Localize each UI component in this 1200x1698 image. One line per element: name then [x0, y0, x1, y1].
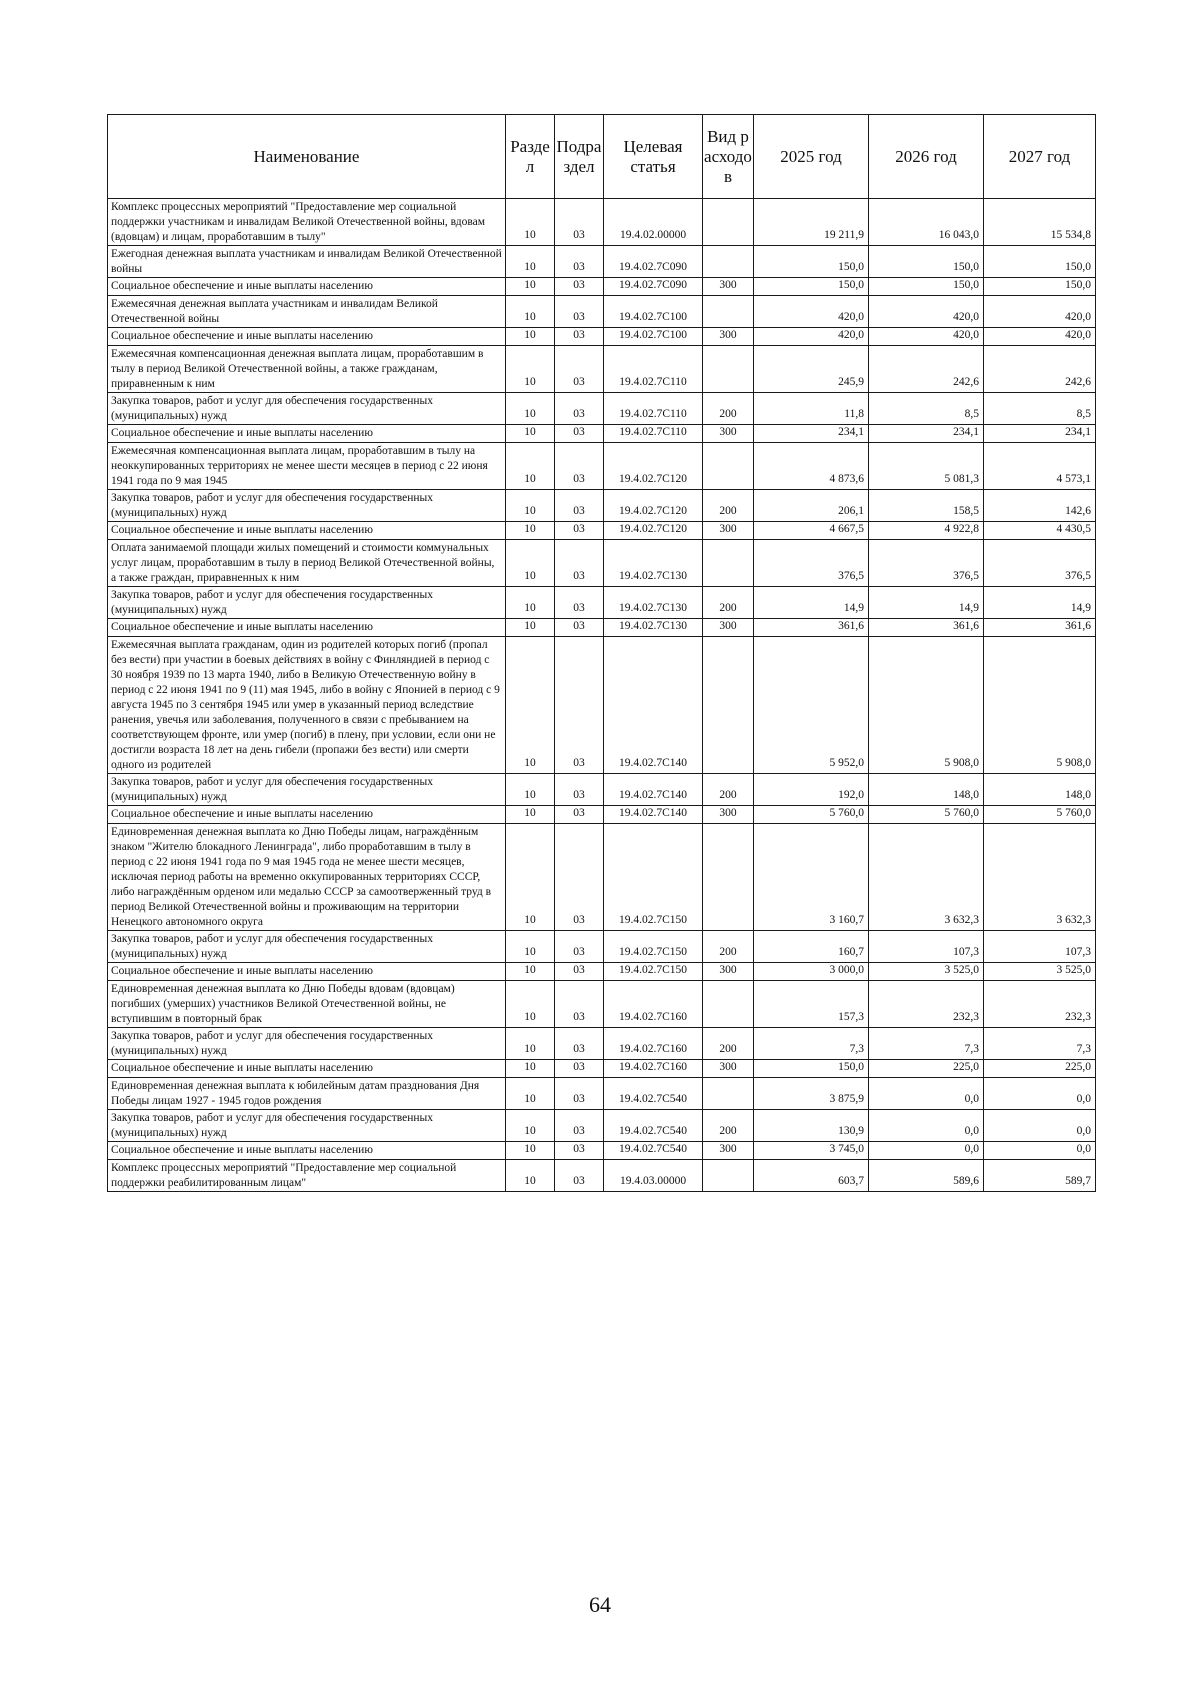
cell-expense-kind: [703, 246, 754, 278]
cell-expense-kind: 300: [703, 1142, 754, 1160]
cell-section: 10: [506, 774, 555, 806]
cell-amount-2025: 361,6: [754, 619, 869, 637]
header-section: Раздел: [506, 115, 555, 199]
table-row: [108, 806, 1096, 824]
cell-amount-2025: 420,0: [754, 296, 869, 328]
cell-subsection: 03: [555, 1078, 604, 1110]
cell-amount-2025: 3 745,0: [754, 1142, 869, 1160]
table-row: [108, 328, 1096, 346]
cell-target-article: 19.4.02.7С130: [604, 619, 703, 637]
table-row: [108, 393, 1096, 425]
cell-amount-2027: 361,6: [984, 619, 1096, 637]
cell-amount-2027: 5 760,0: [984, 806, 1096, 824]
table-row: [108, 443, 1096, 490]
table-header: [108, 115, 1096, 199]
cell-amount-2025: 3 875,9: [754, 1078, 869, 1110]
cell-subsection: 03: [555, 296, 604, 328]
cell-amount-2025: 234,1: [754, 425, 869, 443]
cell-amount-2025: 5 760,0: [754, 806, 869, 824]
cell-target-article: 19.4.02.7С120: [604, 490, 703, 522]
header-expense-kind: Вид расходов: [703, 115, 754, 199]
cell-amount-2027: 420,0: [984, 296, 1096, 328]
cell-amount-2027: 7,3: [984, 1028, 1096, 1060]
cell-name: Комплекс процессных мероприятий "Предоставление мер социальной поддержки участникам и инвалидам Великой Отечественной войны, вдовам (вдовцам) и лицам, проработавшим в тылу": [108, 199, 506, 246]
cell-target-article: 19.4.02.7С100: [604, 328, 703, 346]
cell-expense-kind: 300: [703, 328, 754, 346]
cell-name: Социальное обеспечение и иные выплаты населению: [108, 328, 506, 346]
cell-expense-kind: 300: [703, 278, 754, 296]
cell-target-article: 19.4.02.7С120: [604, 443, 703, 490]
cell-amount-2025: 130,9: [754, 1110, 869, 1142]
cell-name: Единовременная денежная выплата к юбилейным датам празднования Дня Победы лицам 1927 - 1945 годов рождения: [108, 1078, 506, 1110]
cell-amount-2025: 7,3: [754, 1028, 869, 1060]
cell-name: Социальное обеспечение и иные выплаты населению: [108, 1060, 506, 1078]
cell-subsection: 03: [555, 540, 604, 587]
cell-amount-2026: 232,3: [869, 981, 984, 1028]
cell-section: 10: [506, 199, 555, 246]
cell-expense-kind: [703, 443, 754, 490]
cell-amount-2026: 148,0: [869, 774, 984, 806]
table-row: [108, 1160, 1096, 1192]
cell-name: Закупка товаров, работ и услуг для обеспечения государственных (муниципальных) нужд: [108, 587, 506, 619]
cell-amount-2026: 107,3: [869, 931, 984, 963]
cell-expense-kind: 200: [703, 1110, 754, 1142]
cell-amount-2026: 420,0: [869, 328, 984, 346]
cell-expense-kind: [703, 824, 754, 931]
cell-name: Комплекс процессных мероприятий "Предоставление мер социальной поддержки реабилитированным лицам": [108, 1160, 506, 1192]
cell-subsection: 03: [555, 931, 604, 963]
cell-name: Ежегодная денежная выплата участникам и инвалидам Великой Отечественной войны: [108, 246, 506, 278]
cell-subsection: 03: [555, 328, 604, 346]
cell-amount-2027: 150,0: [984, 278, 1096, 296]
cell-target-article: 19.4.02.7С120: [604, 522, 703, 540]
cell-amount-2026: 420,0: [869, 296, 984, 328]
cell-expense-kind: 300: [703, 425, 754, 443]
cell-expense-kind: [703, 637, 754, 774]
cell-section: 10: [506, 425, 555, 443]
cell-amount-2027: 8,5: [984, 393, 1096, 425]
table-row: [108, 824, 1096, 931]
cell-name: Социальное обеспечение и иные выплаты населению: [108, 806, 506, 824]
cell-amount-2025: 150,0: [754, 1060, 869, 1078]
cell-target-article: 19.4.02.7С110: [604, 346, 703, 393]
header-year-2025: 2025 год: [754, 115, 869, 199]
cell-expense-kind: [703, 346, 754, 393]
cell-target-article: 19.4.02.7С150: [604, 963, 703, 981]
cell-amount-2025: 3 000,0: [754, 963, 869, 981]
table-row: [108, 540, 1096, 587]
cell-section: 10: [506, 393, 555, 425]
cell-section: 10: [506, 540, 555, 587]
cell-section: 10: [506, 1060, 555, 1078]
cell-amount-2026: 3 632,3: [869, 824, 984, 931]
cell-name: Социальное обеспечение и иные выплаты населению: [108, 619, 506, 637]
table-row: [108, 587, 1096, 619]
cell-subsection: 03: [555, 490, 604, 522]
cell-amount-2026: 225,0: [869, 1060, 984, 1078]
cell-section: 10: [506, 443, 555, 490]
table-row: [108, 246, 1096, 278]
cell-subsection: 03: [555, 393, 604, 425]
cell-section: 10: [506, 963, 555, 981]
cell-amount-2026: 8,5: [869, 393, 984, 425]
cell-amount-2025: 157,3: [754, 981, 869, 1028]
cell-subsection: 03: [555, 346, 604, 393]
cell-section: 10: [506, 1078, 555, 1110]
cell-name: Социальное обеспечение и иные выплаты населению: [108, 278, 506, 296]
cell-expense-kind: [703, 296, 754, 328]
cell-amount-2027: 234,1: [984, 425, 1096, 443]
budget-table: [107, 114, 1096, 1192]
table-row: [108, 774, 1096, 806]
cell-subsection: 03: [555, 425, 604, 443]
table-row: [108, 931, 1096, 963]
cell-name: Закупка товаров, работ и услуг для обеспечения государственных (муниципальных) нужд: [108, 490, 506, 522]
cell-target-article: 19.4.02.7С110: [604, 425, 703, 443]
cell-target-article: 19.4.02.7С100: [604, 296, 703, 328]
cell-target-article: 19.4.02.7С090: [604, 246, 703, 278]
cell-amount-2025: 150,0: [754, 246, 869, 278]
cell-name: Закупка товаров, работ и услуг для обеспечения государственных (муниципальных) нужд: [108, 931, 506, 963]
cell-amount-2027: 0,0: [984, 1078, 1096, 1110]
cell-target-article: 19.4.02.7С150: [604, 931, 703, 963]
cell-amount-2025: 420,0: [754, 328, 869, 346]
table-body: [108, 199, 1096, 1192]
cell-subsection: 03: [555, 824, 604, 931]
cell-amount-2027: 232,3: [984, 981, 1096, 1028]
cell-amount-2027: 14,9: [984, 587, 1096, 619]
cell-expense-kind: 200: [703, 587, 754, 619]
cell-section: 10: [506, 1110, 555, 1142]
cell-name: Ежемесячная выплата гражданам, один из родителей которых погиб (пропал без вести) при участии в боевых действиях в войну с Финляндией в период с 30 ноября 1939 по 13 марта 1940, либо в Великую Отечественную войну в период с 22 июня 1941 по 9 (11) мая 1945, либо в войну с Японией в период с 9 августа 1945 по 3 сентября 1945 или умер в указанный период вследствие ранения, увечья или заболевания, полученного в связи с пребыванием на соответствующем фронте, или умер (погиб) в плену, при условии, если они не достигли возраста 18 лет на день гибели (пропажи без вести) или смерти одного из родителей: [108, 637, 506, 774]
cell-target-article: 19.4.02.7С150: [604, 824, 703, 931]
cell-subsection: 03: [555, 278, 604, 296]
cell-target-article: 19.4.02.7С540: [604, 1110, 703, 1142]
cell-target-article: 19.4.02.7С140: [604, 806, 703, 824]
cell-expense-kind: 300: [703, 619, 754, 637]
table-row: [108, 981, 1096, 1028]
cell-amount-2025: 14,9: [754, 587, 869, 619]
cell-subsection: 03: [555, 774, 604, 806]
cell-amount-2026: 242,6: [869, 346, 984, 393]
cell-expense-kind: 300: [703, 963, 754, 981]
cell-target-article: 19.4.02.7С160: [604, 981, 703, 1028]
cell-amount-2025: 4 667,5: [754, 522, 869, 540]
cell-amount-2027: 3 632,3: [984, 824, 1096, 931]
cell-subsection: 03: [555, 522, 604, 540]
table-row: [108, 619, 1096, 637]
cell-name: Социальное обеспечение и иные выплаты населению: [108, 1142, 506, 1160]
cell-amount-2025: 4 873,6: [754, 443, 869, 490]
cell-amount-2027: 0,0: [984, 1142, 1096, 1160]
cell-amount-2026: 589,6: [869, 1160, 984, 1192]
cell-amount-2027: 242,6: [984, 346, 1096, 393]
cell-amount-2026: 5 760,0: [869, 806, 984, 824]
table-row: [108, 522, 1096, 540]
cell-section: 10: [506, 278, 555, 296]
cell-subsection: 03: [555, 981, 604, 1028]
cell-section: 10: [506, 619, 555, 637]
cell-subsection: 03: [555, 619, 604, 637]
cell-amount-2026: 16 043,0: [869, 199, 984, 246]
cell-name: Социальное обеспечение и иные выплаты населению: [108, 963, 506, 981]
cell-section: 10: [506, 637, 555, 774]
cell-subsection: 03: [555, 199, 604, 246]
cell-target-article: 19.4.02.7С130: [604, 540, 703, 587]
cell-subsection: 03: [555, 587, 604, 619]
cell-expense-kind: 200: [703, 393, 754, 425]
cell-section: 10: [506, 806, 555, 824]
cell-amount-2027: 5 908,0: [984, 637, 1096, 774]
cell-target-article: 19.4.02.7С140: [604, 774, 703, 806]
cell-section: 10: [506, 587, 555, 619]
cell-amount-2026: 234,1: [869, 425, 984, 443]
cell-section: 10: [506, 246, 555, 278]
cell-expense-kind: 200: [703, 931, 754, 963]
cell-subsection: 03: [555, 246, 604, 278]
cell-expense-kind: 200: [703, 1028, 754, 1060]
cell-amount-2025: 19 211,9: [754, 199, 869, 246]
table-row: [108, 637, 1096, 774]
cell-amount-2026: 4 922,8: [869, 522, 984, 540]
cell-section: 10: [506, 824, 555, 931]
table-row: [108, 963, 1096, 981]
cell-subsection: 03: [555, 963, 604, 981]
cell-amount-2025: 603,7: [754, 1160, 869, 1192]
table-row: [108, 490, 1096, 522]
cell-amount-2026: 3 525,0: [869, 963, 984, 981]
cell-amount-2025: 245,9: [754, 346, 869, 393]
cell-amount-2025: 11,8: [754, 393, 869, 425]
cell-amount-2027: 142,6: [984, 490, 1096, 522]
cell-amount-2025: 206,1: [754, 490, 869, 522]
cell-name: Закупка товаров, работ и услуг для обеспечения государственных (муниципальных) нужд: [108, 393, 506, 425]
cell-amount-2026: 7,3: [869, 1028, 984, 1060]
cell-section: 10: [506, 490, 555, 522]
cell-subsection: 03: [555, 1060, 604, 1078]
cell-amount-2026: 150,0: [869, 246, 984, 278]
cell-subsection: 03: [555, 1160, 604, 1192]
cell-amount-2025: 192,0: [754, 774, 869, 806]
cell-name: Единовременная денежная выплата ко Дню Победы вдовам (вдовцам) погибших (умерших) участников Великой Отечественной войны, не вступившим в повторный брак: [108, 981, 506, 1028]
cell-subsection: 03: [555, 443, 604, 490]
header-year-2027: 2027 год: [984, 115, 1096, 199]
table-row: [108, 278, 1096, 296]
cell-target-article: 19.4.02.7С140: [604, 637, 703, 774]
cell-name: Социальное обеспечение и иные выплаты населению: [108, 522, 506, 540]
cell-target-article: 19.4.02.7С110: [604, 393, 703, 425]
table-row: [108, 199, 1096, 246]
cell-name: Единовременная денежная выплата ко Дню Победы лицам, награждённым знаком "Жителю блокадного Ленинграда", либо проработавшим в тылу в период с 22 июня 1941 года по 9 мая 1945 года не менее шести месяцев, исключая период работы на временно оккупированных территориях СССР, либо награждённым орденом или медалью СССР за самоотверженный труд в период Великой Отечественной войны и проживающим на территории Ненецкого автономного округа: [108, 824, 506, 931]
cell-amount-2025: 160,7: [754, 931, 869, 963]
cell-expense-kind: 300: [703, 1060, 754, 1078]
cell-amount-2026: 158,5: [869, 490, 984, 522]
cell-expense-kind: 300: [703, 522, 754, 540]
cell-section: 10: [506, 1160, 555, 1192]
cell-section: 10: [506, 931, 555, 963]
cell-amount-2027: 4 430,5: [984, 522, 1096, 540]
cell-target-article: 19.4.02.7С540: [604, 1078, 703, 1110]
cell-amount-2026: 361,6: [869, 619, 984, 637]
cell-amount-2025: 150,0: [754, 278, 869, 296]
cell-expense-kind: 200: [703, 490, 754, 522]
header-name: Наименование: [108, 115, 506, 199]
cell-amount-2027: 4 573,1: [984, 443, 1096, 490]
cell-subsection: 03: [555, 637, 604, 774]
cell-section: 10: [506, 522, 555, 540]
cell-subsection: 03: [555, 1028, 604, 1060]
cell-amount-2027: 3 525,0: [984, 963, 1096, 981]
cell-subsection: 03: [555, 806, 604, 824]
table-row: [108, 296, 1096, 328]
table-row: [108, 425, 1096, 443]
cell-section: 10: [506, 346, 555, 393]
cell-name: Ежемесячная денежная выплата участникам и инвалидам Великой Отечественной войны: [108, 296, 506, 328]
cell-amount-2027: 107,3: [984, 931, 1096, 963]
table-row: [108, 1110, 1096, 1142]
cell-section: 10: [506, 296, 555, 328]
header-target-article: Целевая статья: [604, 115, 703, 199]
cell-amount-2025: 376,5: [754, 540, 869, 587]
cell-amount-2025: 3 160,7: [754, 824, 869, 931]
cell-name: Оплата занимаемой площади жилых помещений и стоимости коммунальных услуг лицам, проработавшим в тылу в период Великой Отечественной войны, а также граждан, приравненных к ним: [108, 540, 506, 587]
cell-name: Ежемесячная компенсационная выплата лицам, проработавшим в тылу на неоккупированных территориях не менее шести месяцев в период с 22 июня 1941 года по 9 мая 1945: [108, 443, 506, 490]
cell-amount-2026: 5 081,3: [869, 443, 984, 490]
header-year-2026: 2026 год: [869, 115, 984, 199]
cell-name: Ежемесячная компенсационная денежная выплата лицам, проработавшим в тылу в период Великой Отечественной войны, а также гражданам, приравненным к ним: [108, 346, 506, 393]
cell-section: 10: [506, 981, 555, 1028]
cell-amount-2027: 148,0: [984, 774, 1096, 806]
table-row: [108, 1142, 1096, 1160]
cell-section: 10: [506, 1028, 555, 1060]
cell-amount-2027: 420,0: [984, 328, 1096, 346]
cell-name: Социальное обеспечение и иные выплаты населению: [108, 425, 506, 443]
cell-expense-kind: [703, 199, 754, 246]
cell-target-article: 19.4.02.7С130: [604, 587, 703, 619]
cell-expense-kind: [703, 1078, 754, 1110]
cell-amount-2027: 15 534,8: [984, 199, 1096, 246]
cell-name: Закупка товаров, работ и услуг для обеспечения государственных (муниципальных) нужд: [108, 1028, 506, 1060]
cell-target-article: 19.4.02.7С540: [604, 1142, 703, 1160]
cell-section: 10: [506, 1142, 555, 1160]
cell-amount-2026: 14,9: [869, 587, 984, 619]
cell-name: Закупка товаров, работ и услуг для обеспечения государственных (муниципальных) нужд: [108, 774, 506, 806]
cell-amount-2027: 0,0: [984, 1110, 1096, 1142]
table-row: [108, 1028, 1096, 1060]
cell-expense-kind: [703, 981, 754, 1028]
table-row: [108, 1078, 1096, 1110]
cell-amount-2026: 0,0: [869, 1110, 984, 1142]
cell-amount-2025: 5 952,0: [754, 637, 869, 774]
cell-amount-2026: 5 908,0: [869, 637, 984, 774]
cell-expense-kind: 200: [703, 774, 754, 806]
page-number: 64: [589, 1592, 611, 1617]
cell-target-article: 19.4.02.7С160: [604, 1028, 703, 1060]
cell-amount-2026: 0,0: [869, 1142, 984, 1160]
cell-expense-kind: 300: [703, 806, 754, 824]
cell-amount-2027: 376,5: [984, 540, 1096, 587]
cell-subsection: 03: [555, 1110, 604, 1142]
cell-amount-2026: 0,0: [869, 1078, 984, 1110]
cell-name: Закупка товаров, работ и услуг для обеспечения государственных (муниципальных) нужд: [108, 1110, 506, 1142]
cell-amount-2027: 225,0: [984, 1060, 1096, 1078]
cell-target-article: 19.4.03.00000: [604, 1160, 703, 1192]
cell-section: 10: [506, 328, 555, 346]
cell-amount-2027: 589,7: [984, 1160, 1096, 1192]
cell-amount-2026: 376,5: [869, 540, 984, 587]
cell-subsection: 03: [555, 1142, 604, 1160]
cell-target-article: 19.4.02.7С160: [604, 1060, 703, 1078]
cell-amount-2026: 150,0: [869, 278, 984, 296]
cell-expense-kind: [703, 540, 754, 587]
header-subsection: Подраздел: [555, 115, 604, 199]
cell-target-article: 19.4.02.7С090: [604, 278, 703, 296]
table-row: [108, 346, 1096, 393]
cell-target-article: 19.4.02.00000: [604, 199, 703, 246]
cell-expense-kind: [703, 1160, 754, 1192]
cell-amount-2027: 150,0: [984, 246, 1096, 278]
table-row: [108, 1060, 1096, 1078]
